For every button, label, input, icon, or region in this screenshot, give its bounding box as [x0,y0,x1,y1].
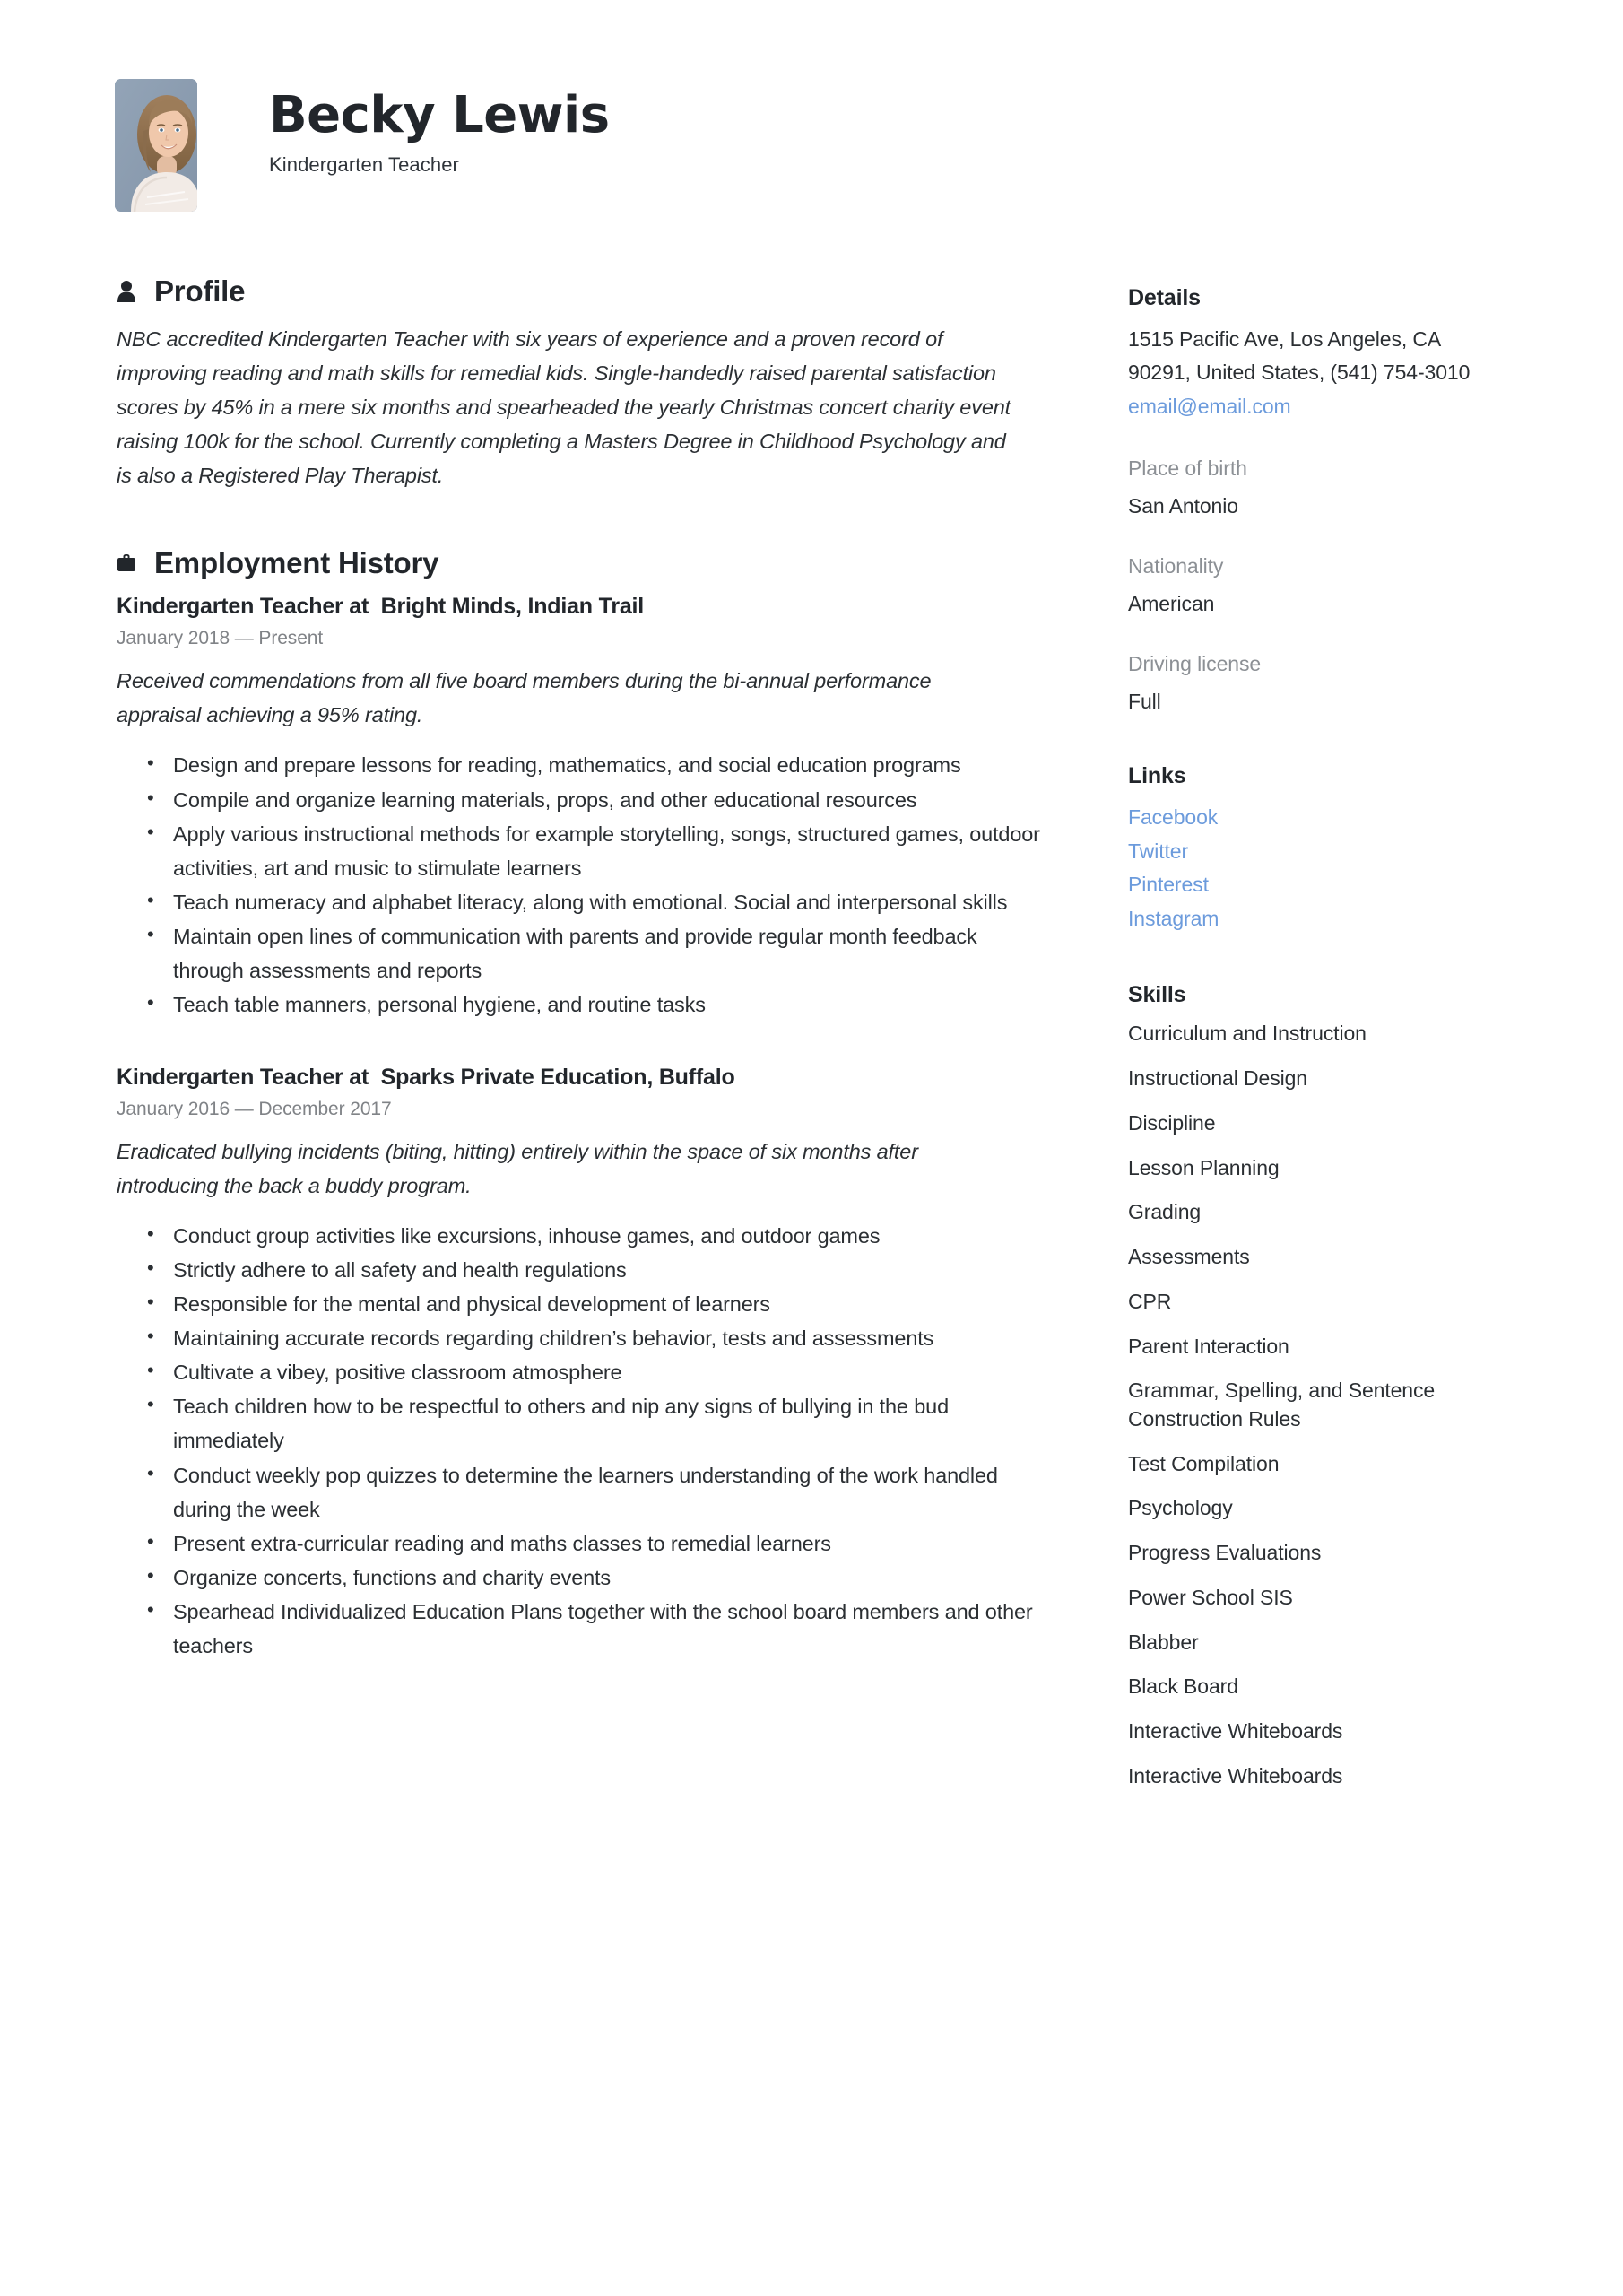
detail-label: Driving license [1128,652,1262,676]
links-heading: Links [1128,763,1186,789]
list-item: • Compile and organize learning materials, props, and other educational resources [143,783,1040,817]
person-icon [115,278,138,305]
list-item: • Maintaining accurate records regarding children’s behavior, tests and assessments [143,1321,1040,1355]
detail-value: American [1128,591,1215,615]
details-section [1128,285,1505,717]
main-column [115,276,1065,1672]
profile-heading: Profile [154,274,246,308]
list-item: • Organize concerts, functions and charity events [143,1561,1040,1595]
sidebar [1128,285,1505,1807]
list-item: • Teach numeracy and alphabet literacy, along with emotional. Social and interpersonal skills [143,885,1040,919]
skill-item: Power School SIS [1128,1585,1293,1609]
avatar-illustration [115,79,197,212]
job-title: Kindergarten Teacher at Bright Minds, Indian Trail [117,594,645,620]
detail-label: Nationality [1128,554,1224,578]
detail-label: Place of birth [1128,457,1247,481]
link-pinterest[interactable]: Pinterest [1128,873,1209,897]
skill-item: Psychology [1128,1496,1233,1520]
profile-section-header [115,276,1065,306]
list-item: • Apply various instructional methods for example storytelling, songs, structured games, outdoor activities, art and music to stimulate learners [143,817,1040,885]
list-item: • Maintain open lines of communication with parents and provide regular month feedback through assessments and reports [143,919,1040,987]
skills-heading: Skills [1128,982,1186,1008]
list-item: • Design and prepare lessons for reading, mathematics, and social education programs [143,748,1040,782]
spacer [115,1027,1065,1065]
detail-field-nationality [1128,551,1505,619]
list-item: • Teach children how to be respectful to others and nip any signs of bullying in the bud immediately [143,1389,1040,1457]
links-section [1128,763,1505,935]
details-heading: Details [1128,285,1201,310]
employment-section-header [115,548,1065,578]
header-text-block [269,79,610,177]
profile-section [115,276,1065,492]
page-title: Becky Lewis [269,86,610,144]
link-twitter[interactable]: Twitter [1128,839,1189,863]
job-summary: Eradicated bullying incidents (biting, hitting) entirely within the space of six months after introducing the back a buddy program. [117,1139,918,1197]
list-item: • Teach table manners, personal hygiene, and routine tasks [143,987,1040,1022]
detail-value: Full [1128,689,1161,713]
list-item: • Conduct group activities like excursions, inhouse games, and outdoor games [143,1219,1040,1253]
list-item: • Strictly adhere to all safety and health regulations [143,1253,1040,1287]
skill-item: Curriculum and Instruction [1128,1022,1367,1046]
skill-item: Interactive Whiteboards [1128,1719,1343,1744]
job-dates: January 2018 — Present [117,628,324,649]
profile-body: NBC accredited Kindergarten Teacher with six years of experience and a proven record of improving reading and math skills for remedial kids. Single-handedly raised parental satisfaction scores by 45% in a mere six months and spearheaded the yearly Christmas concert charity event raising 100k for the school. Currently completing a Masters Degree in Childhood Psychology and is also a Registered Play Therapist. [117,327,1011,488]
skill-item: Test Compilation [1128,1451,1280,1475]
list-item: • Present extra-curricular reading and maths classes to remedial learners [143,1526,1040,1561]
address-text: 1515 Pacific Ave, Los Angeles, CA 90291, United States, (541) 754-3010 [1128,327,1471,385]
job-bullet-list [115,1219,1040,1663]
list-item: • Responsible for the mental and physical development of learners [143,1287,1040,1321]
spacer [115,501,1065,548]
avatar [115,79,197,212]
employment-heading: Employment History [154,546,439,580]
detail-field-place-of-birth [1128,453,1505,521]
job-entry [115,1065,1065,1663]
resume-header [115,79,610,212]
skill-item: Discipline [1128,1110,1216,1135]
skill-item: Lesson Planning [1128,1155,1280,1179]
link-facebook[interactable]: Facebook [1128,805,1219,830]
skills-section [1128,982,1505,1790]
skill-item: Progress Evaluations [1128,1541,1322,1565]
skill-item: Black Board [1128,1674,1238,1699]
list-item: • Spearhead Individualized Education Plans together with the school board members and other teachers [143,1595,1040,1663]
email-link[interactable]: email@email.com [1128,394,1291,418]
skill-item: Grammar, Spelling, and Sentence Construction Rules [1128,1378,1436,1431]
job-entry [115,594,1065,1022]
job-summary: Received commendations from all five board members during the bi-annual performance appraisal achieving a 95% rating. [117,669,932,727]
skill-item: Parent Interaction [1128,1334,1289,1358]
job-dates: January 2016 — December 2017 [117,1098,392,1119]
skill-item: Instructional Design [1128,1066,1307,1091]
briefcase-icon [115,550,138,577]
detail-field-driving-license [1128,648,1505,717]
job-title: Kindergarten Teacher at Sparks Private Education, Buffalo [117,1064,735,1090]
skill-item: CPR [1128,1289,1172,1313]
header-subtitle: Kindergarten Teacher [269,152,459,176]
skill-item: Interactive Whiteboards [1128,1763,1343,1787]
employment-section [115,548,1065,1663]
list-item: • Cultivate a vibey, positive classroom atmosphere [143,1355,1040,1389]
skill-item: Assessments [1128,1245,1250,1269]
job-bullet-list [115,748,1040,1022]
list-item: • Conduct weekly pop quizzes to determine the learners understanding of the work handled during the week [143,1458,1040,1526]
detail-value: San Antonio [1128,493,1238,517]
link-instagram[interactable]: Instagram [1128,906,1219,930]
skill-item: Blabber [1128,1630,1199,1654]
skill-item: Grading [1128,1200,1202,1224]
